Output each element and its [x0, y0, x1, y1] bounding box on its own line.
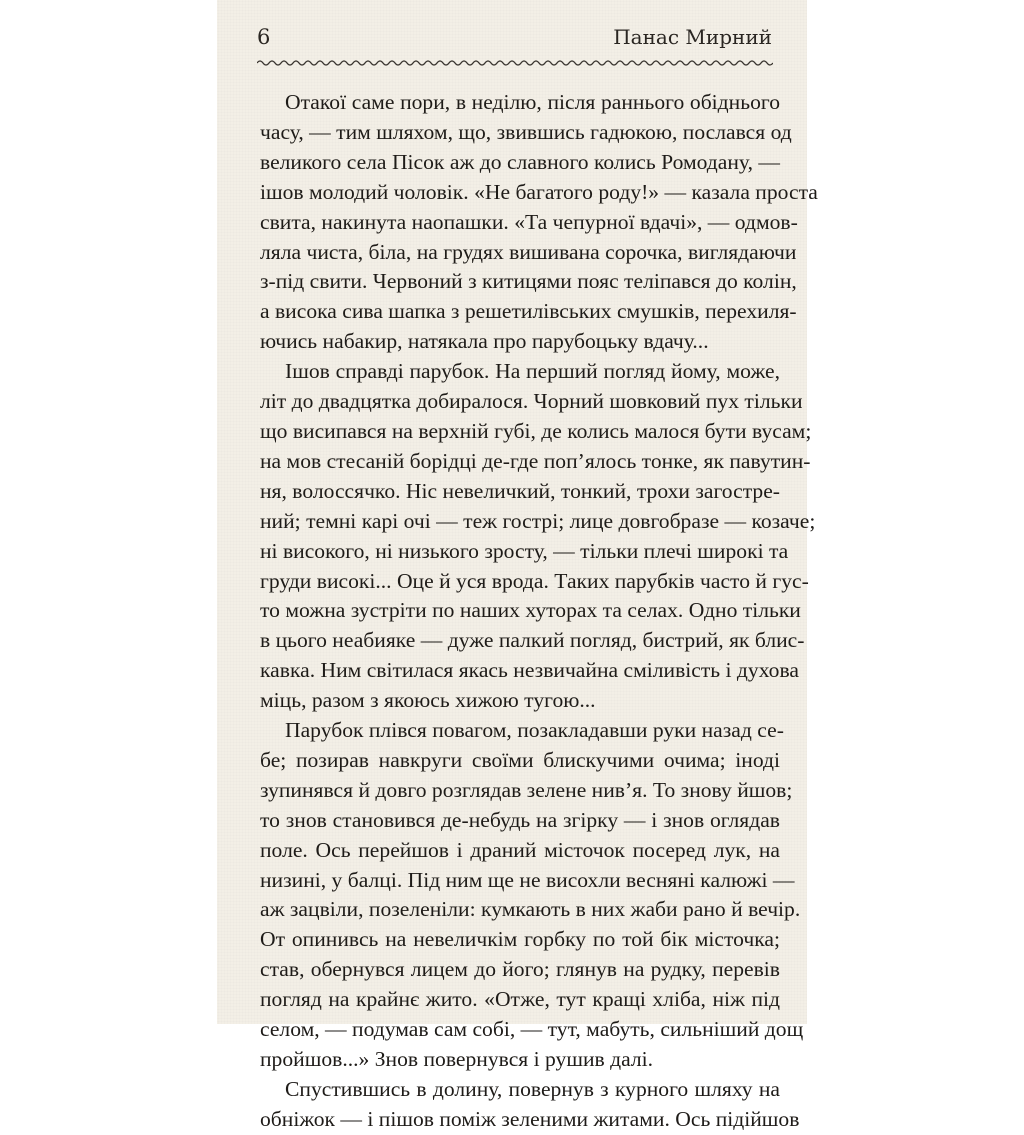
page-header — [257, 25, 772, 55]
running-title: Панас Мирний — [613, 25, 772, 49]
paragraph-1 — [260, 88, 818, 357]
text-line: ляла чиста, біла, на грудях вишивана сорочка, виглядаючи — [260, 239, 797, 264]
text-line: що висипався на верхній губі, де колись малося бути вусам; — [260, 418, 812, 443]
text-line: Ішов справді парубок. На перший погляд йому, може, — [285, 359, 780, 384]
paragraph-4 — [260, 1075, 800, 1135]
text-line: Отакої саме пори, в неділю, після раннього обіднього — [285, 90, 780, 114]
text-line: низині, у балці. Під ним ще не висохли весняні калюжі — — [260, 867, 795, 892]
text-line: з-під свити. Червоний з китицями пояс теліпався до колін, — [260, 269, 797, 294]
text-line: поле. Ось перейшов і драний місточок посеред лук, на — [260, 837, 780, 862]
text-line: погляд на крайнє жито. «Отже, тут кращі хліба, ніж під — [260, 987, 780, 1012]
wavy-divider-icon — [257, 58, 773, 68]
text-line: бе; позирав навкруги своїми блискучими очима; іноді — [260, 747, 780, 772]
text-line: часу, — тим шляхом, що, звившись гадюкою, послався од — [260, 119, 792, 144]
text-line: Спустившись в долину, повернув з курного шляху на — [285, 1076, 780, 1101]
text-line: став, обернувся лицем до його; глянув на рудку, перевів — [260, 957, 780, 982]
page-number: 6 — [257, 25, 271, 49]
text-line: літ до двадцятка добиралося. Чорний шовковий пух тільки — [260, 389, 803, 414]
paragraph-2 — [260, 357, 816, 716]
text-line: ний; темні карі очі — теж гострі; лице довгобразе — козаче; — [260, 508, 816, 533]
text-line: ючись набакир, натякала про парубоцьку вдачу... — [260, 329, 709, 354]
paragraph-3 — [260, 716, 804, 1075]
text-line: кавка. Ним світилася якась незвичайна сміливість і духова — [260, 658, 799, 683]
book-page — [217, 0, 818, 1131]
text-line: в цього неабияке — дуже палкий погляд, бистрий, як блис- — [260, 628, 805, 653]
text-line: От опинивсь на невеличкім горбку по той бік місточка; — [260, 927, 780, 952]
text-line: груди високі... Оце й уся врода. Таких парубків часто й гус- — [260, 568, 809, 593]
text-line: великого села Пісок аж до славного колись Ромодану, — — [260, 149, 780, 174]
text-line: селом, — подумав сам собі, — тут, мабуть, сильніший дощ — [260, 1017, 804, 1042]
text-line: то знов становився де-небудь на згірку — і знов оглядав — [260, 807, 780, 832]
text-line: міць, разом з якоюсь хижою тугою... — [260, 688, 596, 713]
text-line: то можна зустріти по наших хуторах та селах. Одно тільки — [260, 598, 801, 623]
text-line: ні високого, ні низького зросту, — тільки плечі широкі та — [260, 538, 789, 563]
text-line: на мов стесаній борідці де-где поп’ялось тонке, як павутин- — [260, 448, 811, 473]
body-text — [260, 88, 818, 1135]
text-line: зупинявся й довго розглядав зелене нив’я. То знову йшов; — [260, 777, 793, 802]
text-line: аж зацвіли, позеленіли: кумкають в них жаби рано й вечір. — [260, 897, 801, 922]
text-line: ня, волоссячко. Ніс невеличкий, тонкий, трохи загостре- — [260, 478, 780, 503]
text-line: ішов молодий чоловік. «Не багатого роду!» — казала проста — [260, 179, 818, 204]
text-line: свита, накинута наопашки. «Та чепурної вдачі», — одмов- — [260, 209, 798, 234]
text-line: а висока сива шапка з решетилівських смушків, перехиля- — [260, 299, 797, 324]
text-line: обніжок — і пішов поміж зеленими житами. Ось підійшов — [260, 1106, 800, 1131]
text-line: пройшов...» Знов повернувся і рушив далі. — [260, 1047, 654, 1071]
text-line: Парубок плівся повагом, позакладавши руки назад се- — [285, 718, 784, 743]
